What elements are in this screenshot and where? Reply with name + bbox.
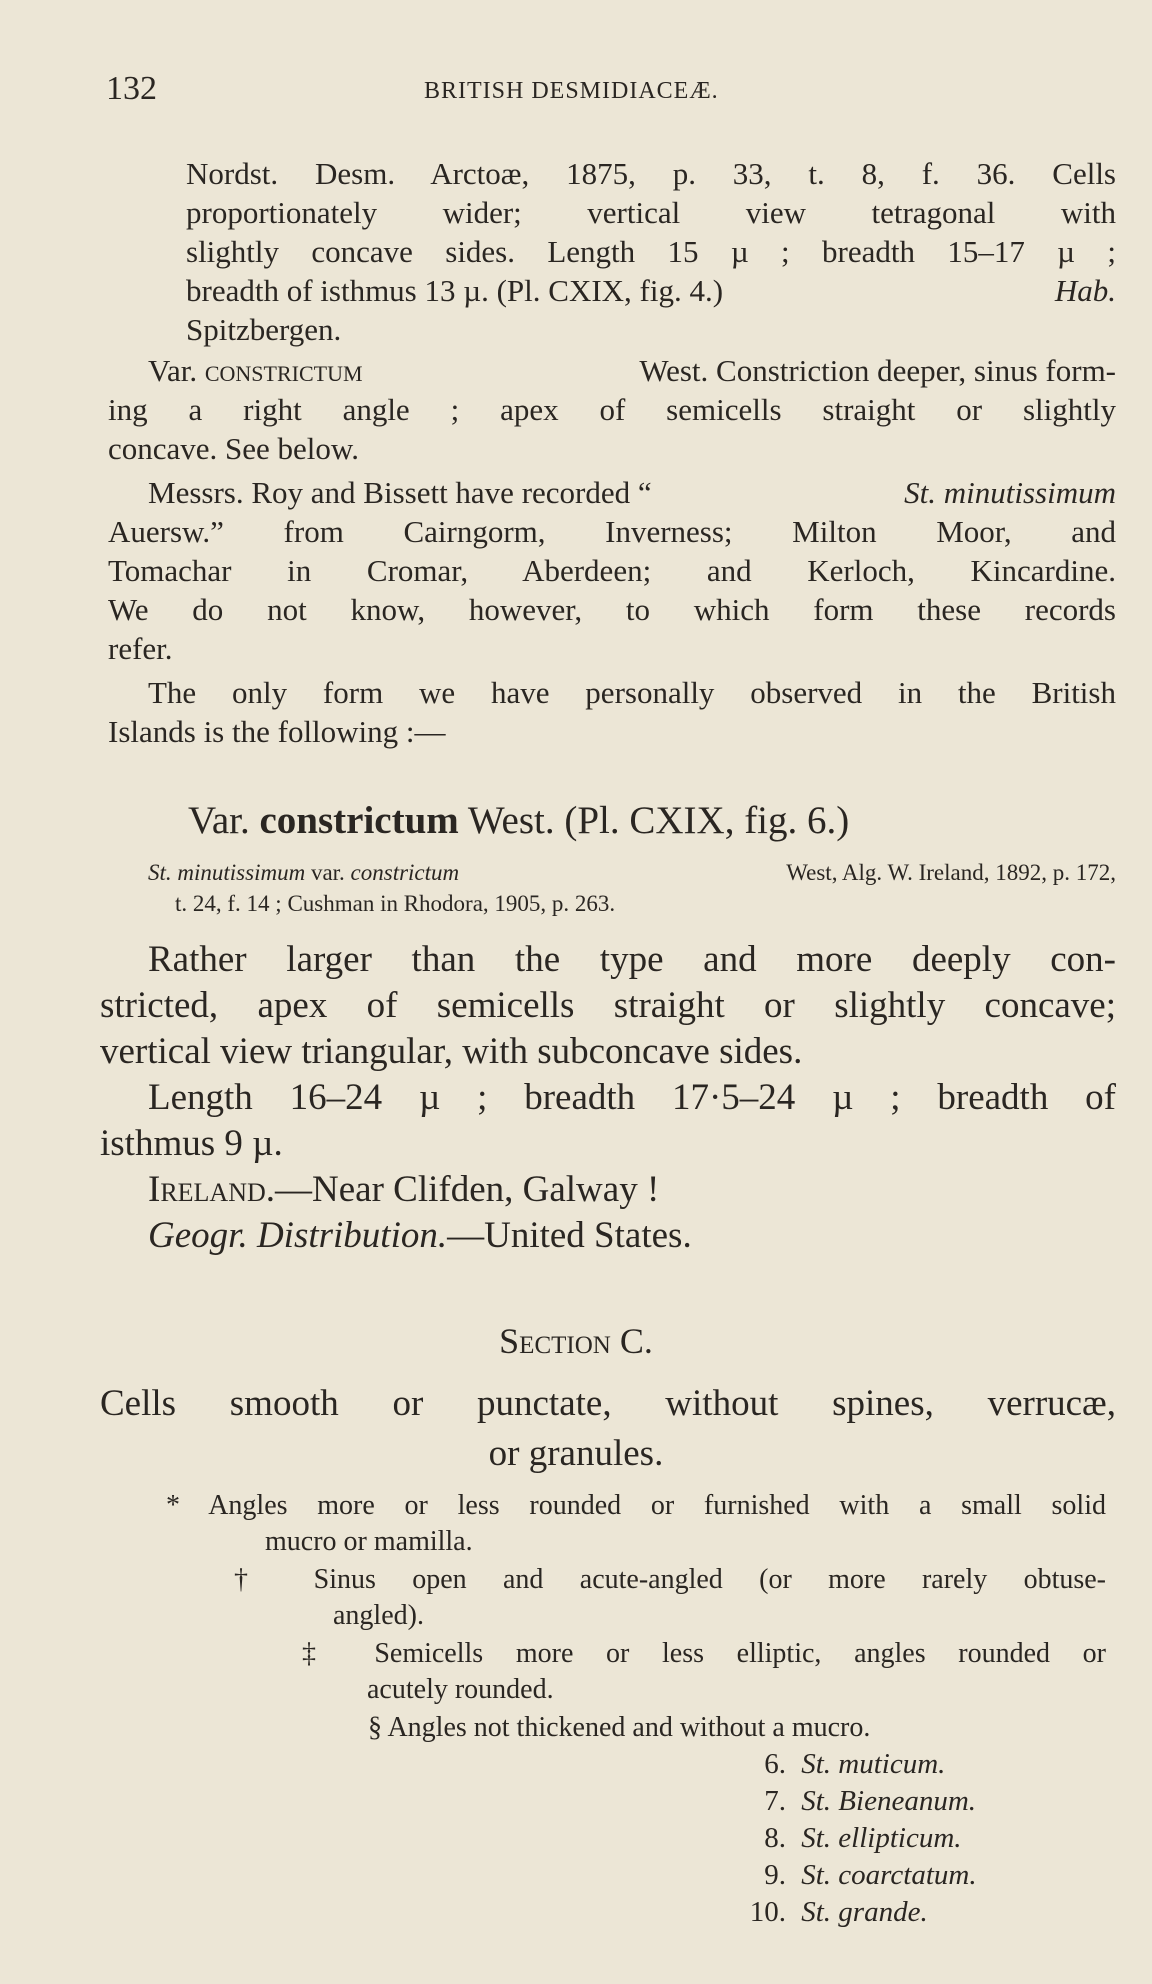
para1-line4-text: breadth of isthmus 13 µ. (Pl. CXIX, fig. 4.) — [186, 273, 724, 308]
running-title: BRITISH DESMIDIACEÆ. — [424, 78, 719, 104]
synonymy-variety: constrictum — [350, 860, 460, 885]
geogr-line — [148, 1214, 692, 1257]
para3-line1: The only form we have personally observed in the British — [148, 675, 1116, 710]
para2-line2: Auersw.” from Cairngorm, Inverness; Milton Moor, and — [108, 514, 1116, 549]
synonymy-line2: t. 24, f. 14 ; Cushman in Rhodora, 1905, p. 263. — [175, 891, 616, 916]
synonymy-species: St. minutissimum — [148, 860, 306, 885]
synonymy-left — [148, 860, 459, 886]
ireland-label: Ireland. — [148, 1169, 276, 1210]
species-name: St. coarctatum. — [801, 1859, 977, 1891]
section-desc-line2: or granules. — [488, 1433, 664, 1474]
species-name: St. grande. — [801, 1896, 928, 1928]
desc-line5: isthmus 9 µ. — [100, 1123, 283, 1164]
key4-line: § Angles not thickened and without a mucro. — [368, 1712, 871, 1743]
var1-line1 — [148, 353, 1116, 389]
species-number: 10. — [749, 1896, 786, 1928]
species-name: St. Bieneanum. — [801, 1785, 977, 1817]
geogr-label: Geogr. Distribution. — [148, 1215, 448, 1256]
species-list — [700, 1748, 977, 1933]
list-item — [700, 1748, 977, 1785]
synonymy-line1 — [148, 860, 1116, 886]
habitat-label: Hab. — [1054, 273, 1116, 308]
key3-line2: acutely rounded. — [367, 1674, 554, 1705]
var1-line2: ing a right angle ; apex of semicells straight or slightly — [108, 392, 1116, 427]
var2-heading-name: constrictum — [259, 799, 459, 842]
ireland-line — [148, 1168, 659, 1211]
list-item — [700, 1859, 977, 1896]
desc-line1: Rather larger than the type and more deeply con- — [148, 939, 1116, 980]
para2-line4: We do not know, however, to which form these records — [108, 592, 1116, 627]
para2-line1 — [148, 475, 1116, 511]
para2-species: St. minutissimum — [904, 475, 1116, 510]
species-number: 9. — [764, 1859, 786, 1891]
var1-name: constrictum — [204, 353, 363, 388]
section-title: Section C. — [499, 1321, 653, 1361]
geogr-text: —United States. — [447, 1215, 692, 1256]
species-number: 6. — [764, 1748, 786, 1780]
var1-lead-wrap — [148, 353, 363, 389]
species-name: St. muticum. — [801, 1748, 946, 1780]
para1-line1: Nordst. Desm. Arctoæ, 1875, p. 33, t. 8, f. 36. Cells — [186, 156, 1116, 191]
var2-heading-rest: West. (Pl. CXIX, fig. 6.) — [467, 799, 850, 842]
para1-line3: slightly concave sides. Length 15 µ ; breadth 15–17 µ ; — [186, 234, 1116, 269]
para1-line4 — [186, 273, 1116, 309]
para2-line5: refer. — [108, 631, 173, 666]
desc-line4: Length 16–24 µ ; breadth 17·5–24 µ ; breadth of — [148, 1077, 1116, 1118]
list-item — [700, 1785, 977, 1822]
key1-line2: mucro or mamilla. — [265, 1526, 473, 1557]
var1-line1-rest: West. Constriction deeper, sinus form- — [639, 353, 1116, 388]
var1-line3: concave. See below. — [108, 431, 360, 466]
key2-line2: angled). — [333, 1600, 424, 1631]
desc-line3: vertical view triangular, with subconcave sides. — [100, 1031, 803, 1072]
species-number: 8. — [764, 1822, 786, 1854]
list-item — [700, 1822, 977, 1859]
synonymy-citation: West, Alg. W. Ireland, 1892, p. 172, — [786, 860, 1116, 885]
key1-line1: * Angles more or less rounded or furnished with a small solid — [166, 1490, 1106, 1521]
list-item — [700, 1896, 977, 1933]
para2-line1-text: Messrs. Roy and Bissett have recorded “ — [148, 475, 652, 510]
para1-line2: proportionately wider; vertical view tetragonal with — [186, 195, 1116, 230]
key3-line1: ‡ Semicells more or less elliptic, angles rounded or — [302, 1638, 1106, 1669]
page-number: 132 — [106, 70, 157, 107]
para2-line3: Tomachar in Cromar, Aberdeen; and Kerloch, Kincardine. — [108, 553, 1116, 588]
para3-line2: Islands is the following :— — [108, 714, 446, 749]
var2-heading — [188, 798, 849, 843]
var2-heading-lead: Var. — [188, 799, 250, 842]
ireland-text: —Near Clifden, Galway ! — [275, 1169, 660, 1210]
var1-lead: Var. — [148, 353, 198, 388]
key2-line1: † Sinus open and acute-angled (or more rarely obtuse- — [234, 1564, 1106, 1595]
species-number: 7. — [764, 1785, 786, 1817]
synonymy-var: var. — [310, 860, 345, 885]
para1-line5: Spitzbergen. — [186, 312, 342, 347]
section-desc-line1: Cells smooth or punctate, without spines, verrucæ, — [100, 1383, 1116, 1424]
species-name: St. ellipticum. — [801, 1822, 962, 1854]
desc-line2: stricted, apex of semicells straight or slightly concave; — [100, 985, 1116, 1026]
